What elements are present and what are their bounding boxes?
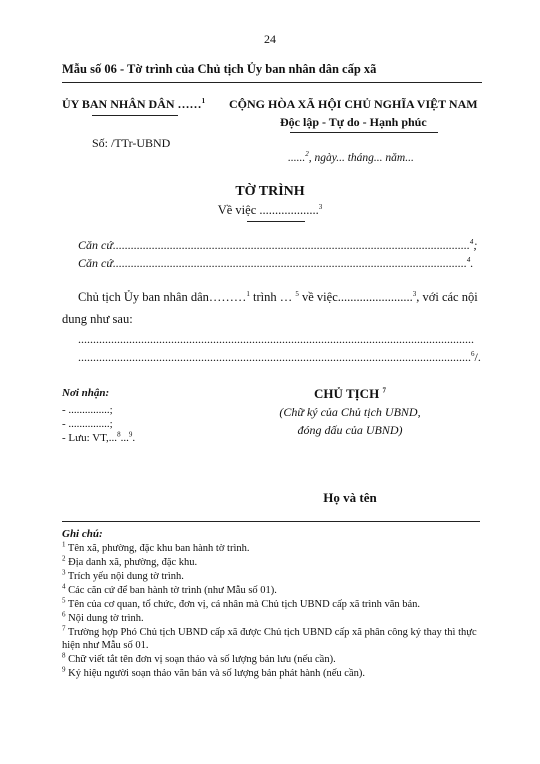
body-paragraph-cont: dung như sau: (62, 312, 133, 326)
content-dots-2: ...................................................................................................................................$^6$/. (78, 350, 481, 364)
signer-title: CHỦ TỊCH $^7$ (314, 386, 386, 401)
note-item: $^6$ Nội dung tờ trình. (62, 610, 144, 624)
note-item: $^1$ Tên xã, phường, đặc khu ban hành tờ trình. (62, 540, 250, 554)
note-item: $^2$ Địa danh xã, phường, đặc khu. (62, 554, 198, 568)
document-subject: Về việc ...................$^3$ (217, 202, 323, 217)
signature-note-1: (Chữ ký của Chủ tịch UBND, (279, 405, 421, 419)
org-underline (92, 115, 178, 116)
basis-line-2: Căn cứ......................................................................................................................$^4$. (78, 256, 474, 270)
recipients-label: Nơi nhận: (62, 387, 110, 399)
body-paragraph: Chủ tịch Ủy ban nhân dân………$^1$ trình … $^5$ về việc........................$^3$, với các nội (78, 289, 478, 304)
national-motto: Độc lập - Tự do - Hạnh phúc (280, 115, 427, 129)
note-item: $^5$ Tên của cơ quan, tổ chức, đơn vị, cá nhân mà Chủ tịch UBND cấp xã trình văn bản. (62, 596, 421, 610)
signature-note-2: đóng dấu của UBND) (297, 423, 403, 437)
recipient-item: - ...............; (62, 418, 113, 430)
notes-rule (62, 521, 480, 522)
national-title: CỘNG HÒA XÃ HỘI CHỦ NGHĨA VIỆT NAM (229, 97, 478, 111)
note-item: $^7$ Trường hợp Phó Chủ tịch UBND cấp xã được Chủ tịch UBND cấp xã phân công ký thay thì thực (62, 624, 477, 638)
note-item: $^9$ Ký hiệu người soạn thảo văn bản và số lượng bản phát hành (nếu cần). (62, 665, 365, 679)
document-type: TỜ TRÌNH (235, 184, 305, 199)
recipient-item: - ...............; (62, 404, 113, 416)
notes-label: Ghi chú: (62, 528, 103, 540)
org-name: ỦY BAN NHÂN DÂN ……$^1$ (62, 97, 206, 111)
recipient-archive: - Lưu: VT,...$^8$...$^9$. (62, 430, 136, 444)
note-item: $^4$ Các căn cứ để ban hành tờ trình (như Mẫu số 01). (62, 582, 277, 596)
subject-underline (247, 221, 305, 222)
signer-name: Họ và tên (323, 490, 377, 505)
note-item-cont: hiện như Mẫu số 01. (62, 640, 149, 651)
title-rule (62, 82, 482, 83)
basis-line-1: Căn cứ.......................................................................................................................$^4$; (78, 238, 478, 252)
note-item: $^3$ Trích yếu nội dung tờ trình. (62, 568, 184, 582)
page-number: 24 (264, 32, 276, 46)
note-item: $^8$ Chữ viết tắt tên đơn vị soạn thảo và số lượng bản lưu (nếu cần). (62, 651, 336, 665)
content-dots-1: .................................................................................................................................... (78, 332, 474, 346)
place-date: ......$^2$, ngày... tháng... năm... (288, 150, 414, 164)
motto-underline (290, 132, 438, 133)
form-title: Mẫu số 06 - Tờ trình của Chủ tịch Ủy ban nhân dân cấp xã (62, 62, 377, 76)
document-number: Số: /TTr-UBND (92, 136, 171, 150)
